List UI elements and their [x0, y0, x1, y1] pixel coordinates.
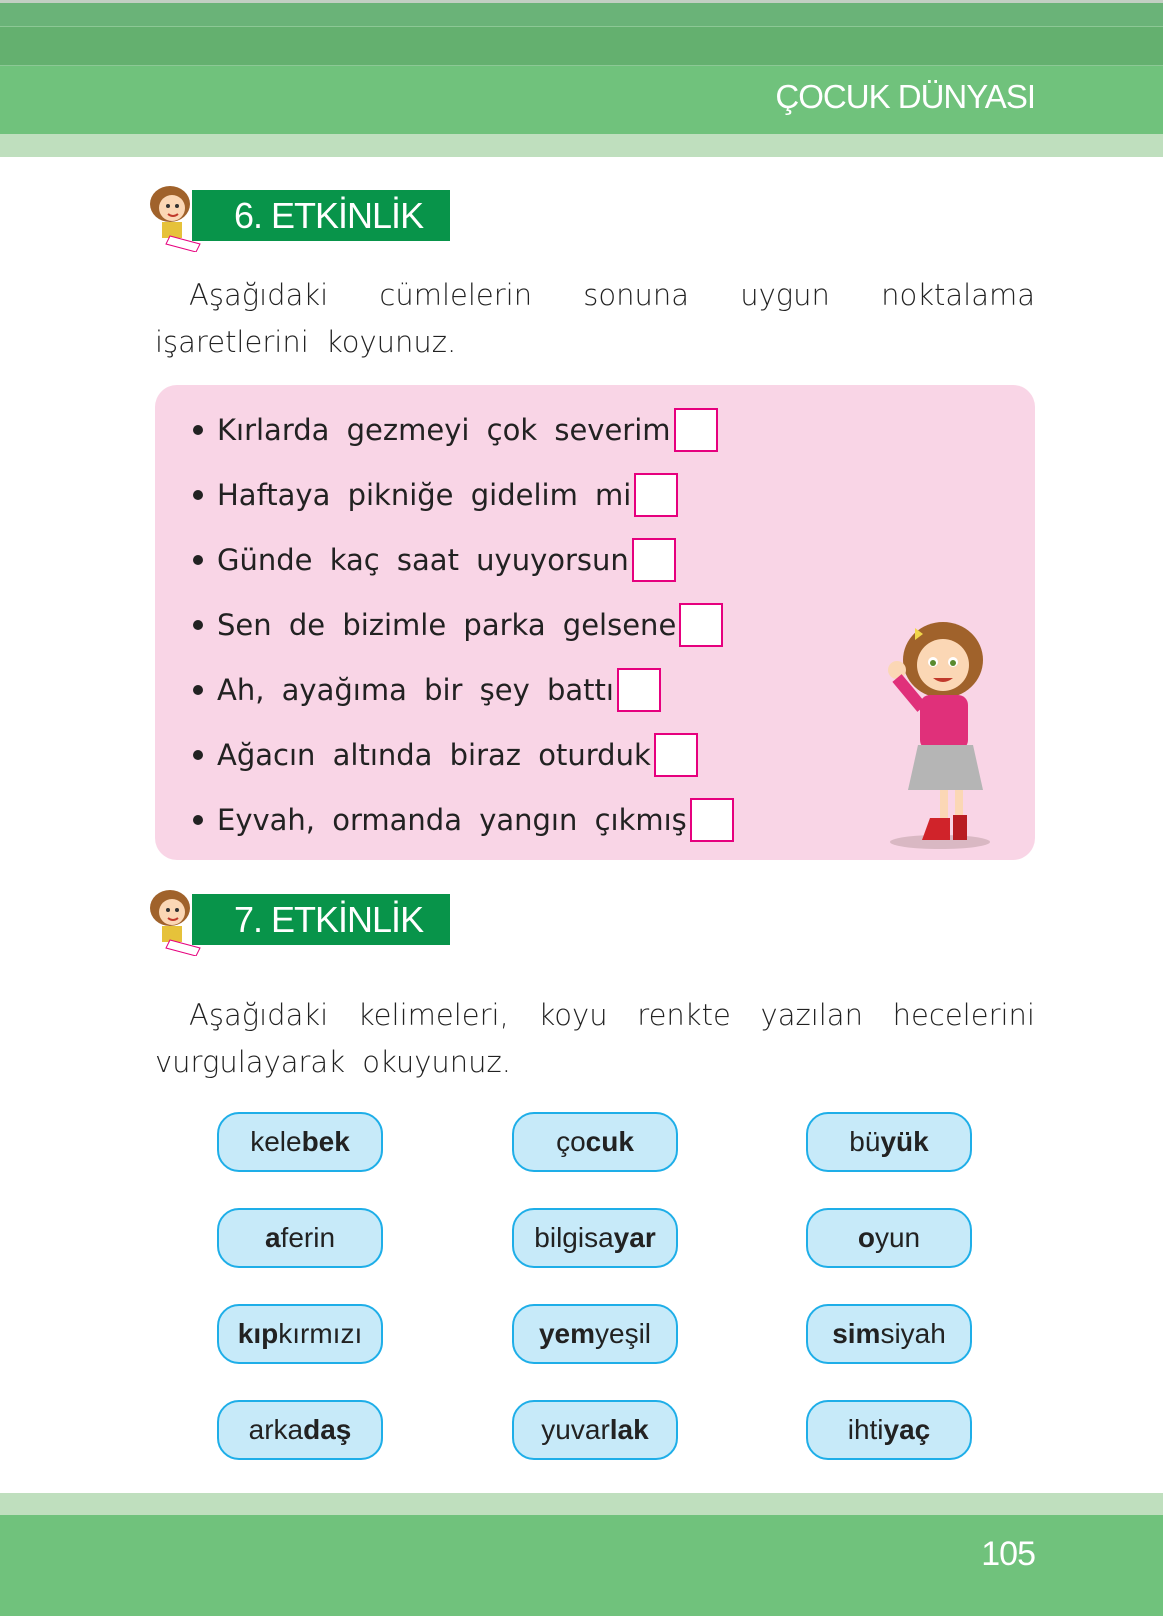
bullet-icon	[193, 815, 203, 825]
sentence-text: Haftaya pikniğe gidelim mi	[217, 478, 632, 512]
bullet-icon	[193, 490, 203, 500]
sentence-text: Sen de bizimle parka gelsene	[217, 608, 677, 642]
activity-6-instruction	[155, 272, 1035, 366]
punctuation-answer-box[interactable]	[634, 473, 678, 517]
word-stressed-syllable: yük	[880, 1126, 929, 1157]
word-stressed-syllable: yem	[538, 1318, 596, 1349]
word-plain-part: bilgisa	[534, 1222, 614, 1253]
header-title: ÇOCUK DÜNYASI	[775, 78, 1035, 115]
girl-reading-icon	[140, 886, 212, 956]
word-stressed-syllable: a	[264, 1222, 281, 1253]
word-card	[217, 1400, 383, 1460]
instruction-text: Aşağıdaki cümlelerin sonuna uygun noktalama işaretlerini koyunuz.	[155, 278, 1035, 359]
punctuation-answer-box[interactable]	[632, 538, 676, 582]
word-plain-part: kele	[250, 1126, 302, 1157]
word-stressed-syllable: o	[857, 1222, 875, 1253]
word-plain-part: ço	[556, 1126, 586, 1157]
bullet-icon	[193, 750, 203, 760]
bullet-icon	[193, 425, 203, 435]
punctuation-answer-box[interactable]	[654, 733, 698, 777]
word-card	[512, 1304, 678, 1364]
word-card	[512, 1400, 678, 1460]
word-card	[806, 1304, 972, 1364]
sentence-text: Eyvah, ormanda yangın çıkmış	[217, 803, 687, 837]
header-light-band	[0, 134, 1163, 157]
word-stressed-syllable: yar	[613, 1222, 656, 1253]
word-plain-part: yun	[874, 1222, 921, 1253]
header-band	[0, 26, 1163, 65]
instruction-text: Aşağıdaki kelimeleri, koyu renkte yazılan hecelerini vurgulayarak okuyunuz.	[155, 998, 1035, 1079]
sentence-text: Kırlarda gezmeyi çok severim	[217, 413, 671, 447]
sentence-item	[193, 733, 698, 777]
word-card	[512, 1112, 678, 1172]
activity-6-label: 6. ETKİNLİK	[192, 190, 450, 241]
bullet-icon	[193, 555, 203, 565]
activity-7-header	[140, 886, 460, 956]
word-stressed-syllable: yaç	[883, 1414, 931, 1445]
word-card	[806, 1208, 972, 1268]
sentence-item	[193, 668, 661, 712]
sentence-item	[193, 408, 718, 452]
sentence-text: Ah, ayağıma bir şey battı	[217, 673, 614, 707]
word-card	[806, 1400, 972, 1460]
bullet-icon	[193, 685, 203, 695]
word-stressed-syllable: daş	[303, 1414, 352, 1445]
word-plain-part: bü	[849, 1126, 881, 1157]
sentence-text: Günde kaç saat uyuyorsun	[217, 543, 629, 577]
word-plain-part: siyah	[880, 1318, 946, 1349]
word-card	[217, 1208, 383, 1268]
girl-waving-illustration	[885, 610, 995, 850]
word-plain-part: yuvar	[541, 1414, 610, 1445]
word-plain-part: ihti	[847, 1414, 884, 1445]
punctuation-answer-box[interactable]	[679, 603, 723, 647]
page-number: 105	[981, 1535, 1035, 1573]
word-stressed-syllable: cuk	[585, 1126, 634, 1157]
word-plain-part: yeşil	[595, 1318, 652, 1349]
word-card	[512, 1208, 678, 1268]
word-card	[806, 1112, 972, 1172]
bullet-icon	[193, 620, 203, 630]
girl-reading-icon	[140, 182, 212, 252]
activity-7-instruction	[155, 992, 1035, 1086]
word-stressed-syllable: kıp	[237, 1318, 279, 1349]
punctuation-answer-box[interactable]	[617, 668, 661, 712]
punctuation-answer-box[interactable]	[690, 798, 734, 842]
sentence-item	[193, 603, 723, 647]
word-stressed-syllable: lak	[609, 1414, 649, 1445]
word-stressed-syllable: sim	[832, 1318, 881, 1349]
word-stressed-syllable: bek	[301, 1126, 350, 1157]
footer-light-band	[0, 1493, 1163, 1515]
punctuation-answer-box[interactable]	[674, 408, 718, 452]
word-plain-part: arka	[248, 1414, 304, 1445]
word-plain-part: ferin	[280, 1222, 336, 1253]
header-band	[0, 3, 1163, 26]
sentence-item	[193, 798, 734, 842]
word-card	[217, 1112, 383, 1172]
sentence-item	[193, 473, 678, 517]
word-plain-part: kırmızı	[278, 1318, 363, 1349]
word-card	[217, 1304, 383, 1364]
activity-7-label: 7. ETKİNLİK	[192, 894, 450, 945]
sentence-item	[193, 538, 676, 582]
sentence-text: Ağacın altında biraz oturduk	[217, 738, 651, 772]
activity-6-header	[140, 182, 460, 252]
